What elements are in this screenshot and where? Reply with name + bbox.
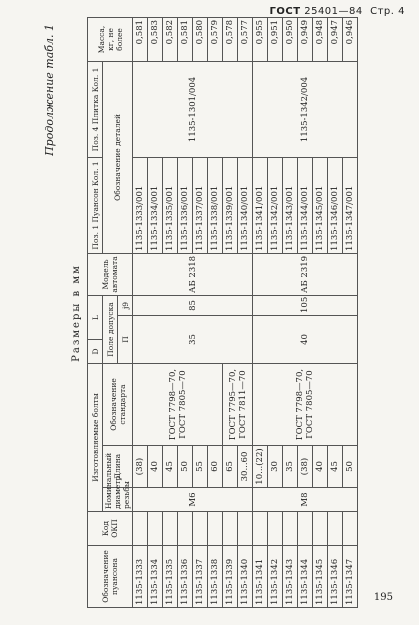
col-pos1: Поз. 1 Пуансон Кол. 1: [88, 157, 103, 253]
row-mass: 0,580: [193, 17, 208, 61]
machine-group2: АБ 2319: [253, 253, 358, 295]
pos4-group2: 1135-1342/004: [253, 61, 358, 157]
row-length: (38): [133, 446, 148, 488]
row-pos1: 1135-1344/001: [298, 157, 313, 253]
row-id: 1135-1335: [163, 546, 178, 608]
col-designation: Обозначение пуансона: [88, 546, 133, 608]
row-pos1: 1135-1346/001: [328, 157, 343, 253]
thread-m8: М8: [253, 488, 358, 512]
thread-m6: М6: [133, 488, 253, 512]
row-id: 1135-1336: [178, 546, 193, 608]
row-length: 65: [223, 446, 238, 488]
row-pos1: 1135-1333/001: [133, 157, 148, 253]
row-length: 10...(22): [253, 446, 268, 488]
page-number: 195: [373, 592, 393, 603]
row-length: 50: [343, 446, 358, 488]
row-pos1: 1135-1335/001: [163, 157, 178, 253]
row-id: 1135-1333: [133, 546, 148, 608]
row-length: (38): [298, 446, 313, 488]
pos4-group1: 1135-1301/004: [133, 61, 253, 157]
running-header: [269, 6, 405, 17]
row-length: 40: [313, 446, 328, 488]
col-thread: Номинальный диаметр резьбы: [103, 488, 133, 512]
punch-table: [87, 17, 358, 608]
standard2-group1: ГОСТ 7795—70, ГОСТ 7811—70: [223, 363, 253, 445]
row-pos1: 1135-1347/001: [343, 157, 358, 253]
row-mass: 0,583: [148, 17, 163, 61]
col-L: L: [88, 295, 103, 339]
col-length: Длина: [103, 446, 133, 488]
row-length: 50: [178, 446, 193, 488]
gost-label: ГОСТ: [269, 6, 301, 17]
row-id: 1135-1344: [298, 546, 313, 608]
page-label: Стр. 4: [370, 6, 405, 17]
row-id: 1135-1334: [148, 546, 163, 608]
row-id: 1135-1337: [193, 546, 208, 608]
row-id: 1135-1341: [253, 546, 268, 608]
row-mass: 0,950: [283, 17, 298, 61]
row-length: 30...60: [238, 446, 253, 488]
row-id: 1135-1342: [268, 546, 283, 608]
table-continuation-caption: Продолжение табл. 1: [43, 24, 56, 156]
L-group2: 105: [253, 295, 358, 315]
standard-group2: ГОСТ 7798—70, ГОСТ 7805—70: [253, 363, 358, 445]
row-mass: 0,951: [268, 17, 283, 61]
row-length: 45: [163, 446, 178, 488]
row-id: 1135-1343: [283, 546, 298, 608]
row-id: 1135-1339: [223, 546, 238, 608]
row-mass: 0,949: [298, 17, 313, 61]
col-P: П: [118, 315, 133, 363]
row-pos1: 1135-1342/001: [268, 157, 283, 253]
col-tolerance: Поле допуска: [103, 295, 118, 363]
col-okp: Код ОКП: [88, 512, 133, 546]
row-length: 35: [283, 446, 298, 488]
row-pos1: 1135-1339/001: [223, 157, 238, 253]
col-D: D: [88, 339, 103, 363]
row-mass: 0,578: [223, 17, 238, 61]
row-pos1: 1135-1338/001: [208, 157, 223, 253]
row-id: 1135-1338: [208, 546, 223, 608]
row-length: 40: [148, 446, 163, 488]
row-length: 45: [328, 446, 343, 488]
row-pos1: 1135-1334/001: [148, 157, 163, 253]
col-mass: Масса, кг, не более: [88, 17, 133, 61]
row-pos1: 1135-1341/001: [253, 157, 268, 253]
row-mass: 0,577: [238, 17, 253, 61]
col-detail: Обозначение деталей: [103, 61, 133, 253]
row-mass: 0,581: [178, 17, 193, 61]
col-bolts: Изготовляемые болты: [88, 363, 103, 511]
col-pos4: Поз. 4 Плитка Кол. 1: [88, 61, 103, 157]
dimensions-note: Размеры в мм: [71, 264, 82, 362]
row-mass: 0,947: [328, 17, 343, 61]
row-pos1: 1135-1337/001: [193, 157, 208, 253]
D-group2: 40: [253, 315, 358, 363]
rotated-table-sheet: [43, 18, 388, 608]
row-pos1: 1135-1343/001: [283, 157, 298, 253]
row-mass: 0,955: [253, 17, 268, 61]
row-mass: 0,948: [313, 17, 328, 61]
row-length: 55: [193, 446, 208, 488]
L-group1: 85: [133, 295, 253, 315]
row-mass: 0,579: [208, 17, 223, 61]
row-pos1: 1135-1345/001: [313, 157, 328, 253]
row-id: 1135-1345: [313, 546, 328, 608]
row-pos1: 1135-1336/001: [178, 157, 193, 253]
row-id: 1135-1347: [343, 546, 358, 608]
col-machine: Модель автомата: [88, 253, 133, 295]
D-group1: 35: [133, 315, 253, 363]
gost-number: 25401—84: [304, 6, 363, 17]
col-j9: j9: [118, 295, 133, 315]
standard-group1: ГОСТ 7798—70, ГОСТ 7805—70: [133, 363, 223, 445]
row-length: 60: [208, 446, 223, 488]
row-pos1: 1135-1340/001: [238, 157, 253, 253]
col-standard: Обозначение стандарта: [103, 363, 133, 445]
row-mass: 0,582: [163, 17, 178, 61]
row-mass: 0,581: [133, 17, 148, 61]
row-id: 1135-1346: [328, 546, 343, 608]
row-length: 30: [268, 446, 283, 488]
machine-group1: АБ 2318: [133, 253, 253, 295]
row-id: 1135-1340: [238, 546, 253, 608]
row-mass: 0,946: [343, 17, 358, 61]
